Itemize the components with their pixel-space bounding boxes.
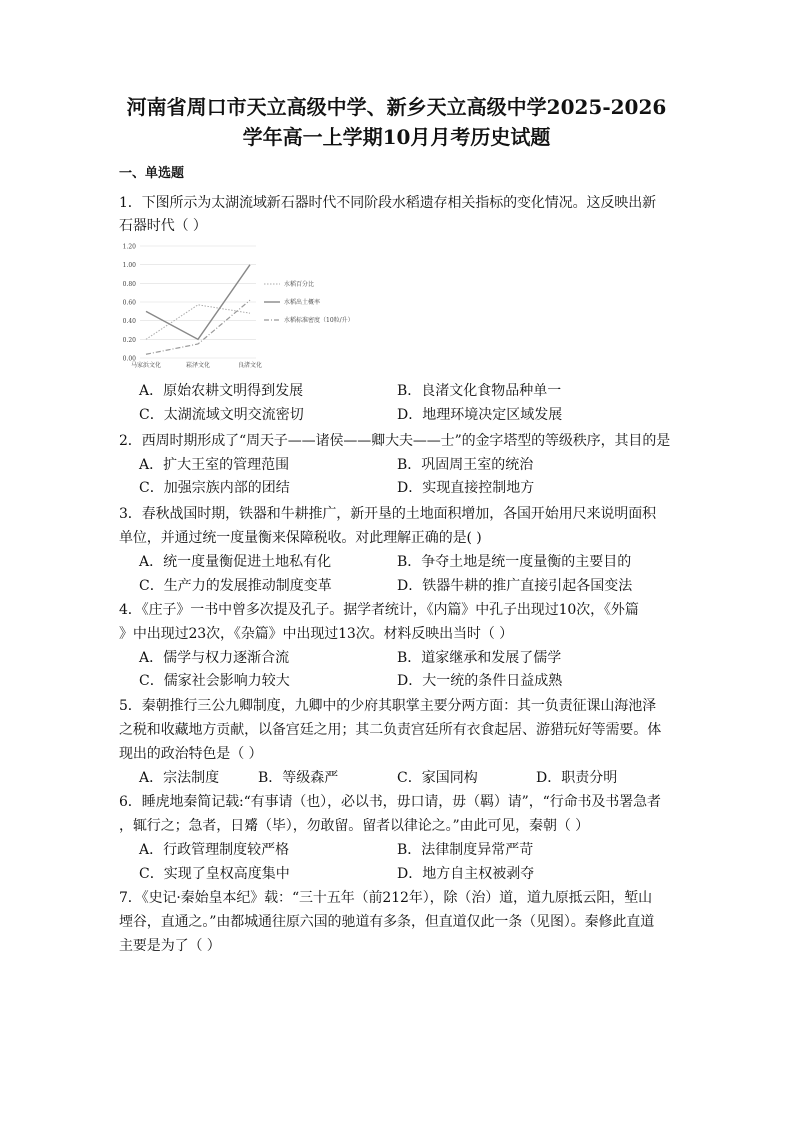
question-4-text: 4．《庄子》一书中曾多次提及孔子。据学者统计，《内篇》中孔子出现过10次，《外篇 [119, 602, 639, 618]
series-line [146, 305, 250, 340]
q6-option-a[interactable]: A．行政管理制度较严格 [139, 842, 290, 858]
q3-option-a[interactable]: A．统一度量衡促进土地私有化 [139, 554, 332, 570]
q2-option-a[interactable]: A．扩大王室的管理范围 [139, 457, 290, 473]
section-heading: 一、单选题 [119, 166, 185, 181]
y-tick-label: 0.60 [122, 299, 136, 307]
y-tick-label: 1.20 [122, 243, 136, 251]
chart-axes [123, 244, 262, 370]
q2-option-c[interactable]: C．加强宗族内部的团结 [139, 480, 290, 496]
q4-option-a[interactable]: A．儒学与权力逐渐合流 [139, 650, 290, 666]
y-tick-label: 1.00 [122, 262, 136, 270]
question-1-text-cont: 石器时代（ ） [119, 218, 207, 234]
series-line [146, 300, 250, 354]
q3-option-c[interactable]: C．生产力的发展推动制度变革 [139, 578, 332, 594]
legend-label: 水稻出土概率 [284, 299, 321, 306]
x-tick-label: 良渚文化 [237, 362, 263, 369]
q4-option-c[interactable]: C．儒家社会影响力较大 [139, 673, 290, 689]
document-title-line-2: 学年高一上学期10月月考历史试题 [242, 125, 551, 149]
y-tick-label: 0.20 [122, 336, 136, 344]
y-tick-label: 0.00 [122, 355, 136, 363]
q4-option-d[interactable]: D．大一统的条件日益成熟 [397, 673, 563, 689]
question-3-text-cont: 单位，并通过统一度量衡来保障税收。对此理解正确的是( ) [119, 530, 482, 546]
x-tick-label: 崧泽文化 [185, 362, 211, 369]
q5-option-d[interactable]: D．职责分明 [536, 770, 618, 786]
q6-option-c[interactable]: C．实现了皇权高度集中 [139, 866, 290, 882]
question-5-text: 5．秦朝推行三公九卿制度，九卿中的少府其职掌主要分两方面：其一负责征课山海池泽 [119, 698, 657, 714]
question-7-text: 7．《史记·秦始皇本纪》载：“三十五年（前212年），除（治）道，道九原抵云阳，堑山 [119, 890, 653, 906]
question-2-text: 2．西周时期形成了“周天子——诸侯——卿大夫——士”的金字塔型的等级秩序，其目的是 [119, 433, 671, 449]
chart-legend [264, 280, 354, 324]
question-3-text: 3．春秋战国时期，铁器和牛耕推广，新开垦的土地面积增加，各国开始用尺来说明面积 [119, 506, 657, 522]
q5-option-b[interactable]: B．等级森严 [258, 770, 339, 786]
question-7-text-cont-2: 主要是为了（ ） [119, 938, 221, 954]
q6-option-b[interactable]: B．法律制度异常严苛 [397, 842, 534, 858]
question-6-text-cont: ，辄行之；急者，日觱（毕），勿敢留。留者以律论之。”由此可见，秦朝（ ） [119, 818, 590, 834]
x-tick-label: 马家浜文化 [130, 362, 162, 369]
q3-option-b[interactable]: B．争夺土地是统一度量衡的主要目的 [397, 554, 632, 570]
y-tick-label: 0.80 [122, 280, 136, 288]
q4-option-b[interactable]: B．道家继承和发展了儒学 [397, 650, 562, 666]
q6-option-d[interactable]: D．地方自主权被剥夺 [397, 866, 535, 882]
y-tick-label: 0.40 [122, 318, 136, 326]
question-6-text: 6．睡虎地秦简记载:“有事请（也），必以书，毋口请，毋（羁）请”，“行命书及书署急者 [119, 794, 661, 810]
document-title-line-1: 河南省周口市天立高级中学、新乡天立高级中学2025-2026 [126, 95, 667, 119]
question-5-text-cont: 之税和收藏地方贡献，以备宫廷之用；其二负责宫廷所有衣食起居、游猎玩好等需要。体 [119, 722, 662, 738]
legend-label: 水稻标准密度（10粒/升） [284, 317, 354, 324]
rice-remains-line-chart [116, 240, 376, 375]
q3-option-d[interactable]: D．铁器牛耕的推广直接引起各国变法 [397, 578, 633, 594]
question-5-text-cont-2: 现出的政治特色是（ ） [119, 746, 263, 762]
q2-option-d[interactable]: D．实现直接控制地方 [397, 480, 535, 496]
q5-option-c[interactable]: C．家国同构 [397, 770, 478, 786]
q2-option-b[interactable]: B．巩固周王室的统治 [397, 457, 534, 473]
q1-option-d[interactable]: D．地理环境决定区域发展 [397, 407, 563, 423]
q1-option-c[interactable]: C．太湖流域文明交流密切 [139, 407, 304, 423]
question-1-text: 1．下图所示为太湖流域新石器时代不同阶段水稻遗存相关指标的变化情况。这反映出新 [119, 195, 657, 211]
question-7-text-cont: 堙谷，直通之。”由都城通往原六国的驰道有多条，但直道仅此一条（见图）。秦修此直道 [119, 914, 655, 930]
chart-series [146, 265, 250, 355]
question-4-text-cont: 》中出现过23次，《杂篇》中出现过13次。材料反映出当时（ ） [119, 626, 513, 642]
q1-option-a[interactable]: A．原始农耕文明得到发展 [139, 383, 304, 399]
q5-option-a[interactable]: A．宗法制度 [139, 770, 220, 786]
legend-label: 水稻百分比 [284, 281, 315, 288]
q1-option-b[interactable]: B．良渚文化食物品种单一 [397, 383, 562, 399]
